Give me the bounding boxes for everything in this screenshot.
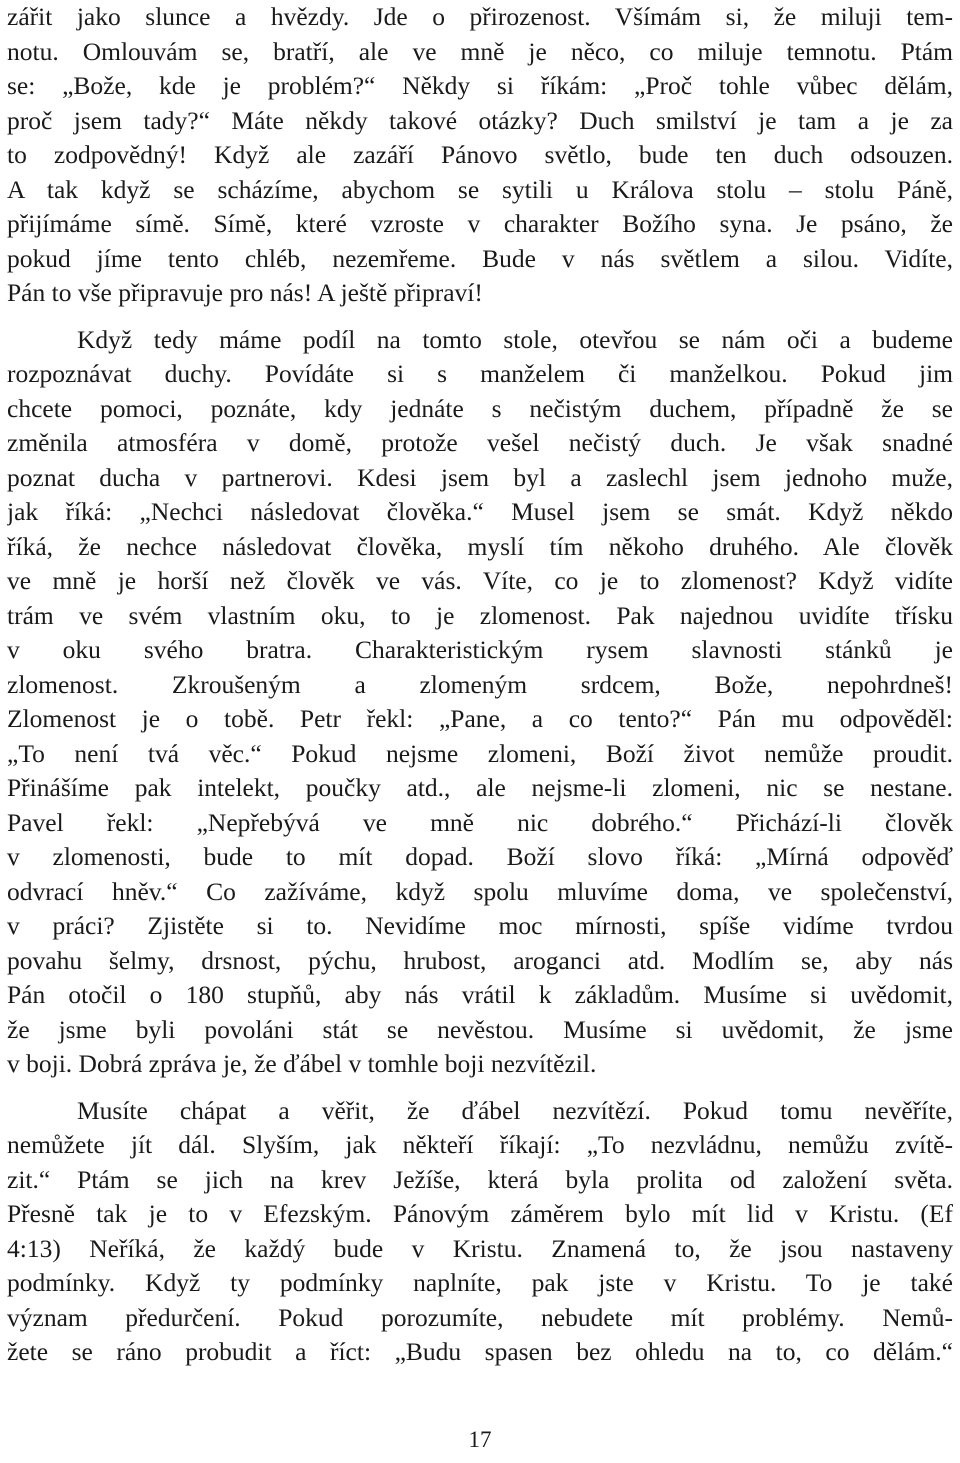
paragraph	[7, 323, 953, 1082]
text-line: se: „Bože, kde je problém?“ Někdy si říkám: „Proč tohle vůbec dělám,	[7, 71, 953, 100]
text-line: Pán to vše připravuje pro nás! A ještě připraví!	[7, 278, 483, 307]
text-line: říká, že nechce následovat člověka, myslí tím někoho druhého. Ale člověk	[7, 531, 953, 561]
text-line: podmínky. Když ty podmínky naplníte, pak jste v Kristu. To je také	[7, 1268, 953, 1297]
text-line: Přinášíme pak intelekt, poučky atd., ale nejsme-li zlomeni, nic se nestane.	[7, 773, 953, 802]
text-line: Pavel řekl: „Nepřebývá ve mně nic dobrého.“ Přichází-li člověk	[7, 807, 953, 837]
paragraph-gap	[7, 1082, 953, 1094]
text-line: povahu šelmy, drsnost, pýchu, hrubost, aroganci atd. Modlím se, aby nás	[7, 945, 953, 975]
text-line: trám ve svém vlastním oku, to je zlomenost. Pak najednou uvidíte třísku	[7, 600, 953, 630]
text-line: rozpoznávat duchy. Povídáte si s manželem či manželkou. Pokud jim	[7, 359, 953, 388]
text-line: poznat ducha v partnerovi. Kdesi jsem byl a zaslechl jsem jednoho muže,	[7, 462, 953, 492]
text-line: proč jsem tady?“ Máte někdy takové otázky? Duch smilství je tam a je za	[7, 105, 953, 135]
paragraph	[7, 0, 953, 311]
text-line: v boji. Dobrá zpráva je, že ďábel v tomhle boji nezvítězil.	[7, 1049, 597, 1078]
text-line: že jsme byli povoláni stát se nevěstou. Musíme si uvědomit, že jsme	[7, 1014, 953, 1044]
text-line: v práci? Zjistěte si to. Nevidíme moc mírnosti, spíše vidíme tvrdou	[7, 911, 953, 940]
text-line: změnila atmosféra v domě, protože vešel nečistý duch. Je však snadné	[7, 428, 953, 457]
text-line: Když tedy máme podíl na tomto stole, otevřou se nám oči a budeme	[77, 324, 953, 354]
text-line: zit.“ Ptám se jich na krev Ježíše, která byla prolita od založení světa.	[7, 1164, 953, 1194]
text-line: žete se ráno probudit a říct: „Budu spasen bez ohledu na to, co dělám.“	[7, 1337, 953, 1366]
text-line: ve mně je horší než člověk ve vás. Víte, co je to zlomenost? Když vidíte	[7, 566, 953, 595]
text-line: Pán otočil o 180 stupňů, aby nás vrátil k základům. Musíme si uvědomit,	[7, 980, 953, 1009]
text-line: chcete pomoci, poznáte, kdy jednáte s nečistým duchem, případně že se	[7, 393, 953, 423]
text-line: A tak když se scházíme, abychom se sytili u Králova stolu – stolu Páně,	[7, 174, 953, 204]
text-line: 4:13) Neříká, že každý bude v Kristu. Znamená to, že jsou nastaveny	[7, 1233, 953, 1263]
text-line: pokud jíme tento chléb, nezemřeme. Bude v nás světlem a silou. Vidíte,	[7, 243, 953, 273]
page-number: 17	[468, 1427, 492, 1452]
text-line: přijímáme símě. Símě, které vzroste v charakter Božího syna. Je psáno, že	[7, 209, 953, 238]
text-line: zářit jako slunce a hvězdy. Jde o přirozenost. Všímám si, že miluji tem-	[7, 2, 953, 31]
text-line: Přesně tak je to v Efezským. Pánovým záměrem bylo mít lid v Kristu. (Ef	[7, 1199, 953, 1228]
paragraph-gap	[7, 311, 953, 323]
text-line: význam předurčení. Pokud porozumíte, nebudete mít problémy. Nemů-	[7, 1302, 953, 1332]
text-line: zlomenost. Zkroušeným a zlomeným srdcem, Bože, nepohrdneš!	[7, 669, 953, 699]
text-line: jak říká: „Nechci následovat člověka.“ Musel jsem se smát. Když někdo	[7, 497, 953, 526]
paragraph	[7, 1094, 953, 1370]
text-line: v zlomenosti, bude to mít dopad. Boží slovo říká: „Mírná odpověď	[7, 842, 953, 871]
page-body	[7, 0, 953, 1370]
text-line: Musíte chápat a věřit, že ďábel nezvítězí. Pokud tomu nevěříte,	[77, 1095, 953, 1125]
text-line: v oku svého bratra. Charakteristickým rysem slavnosti stánků je	[7, 635, 953, 664]
text-line: nemůžete jít dál. Slyším, jak někteří říkají: „To nezvládnu, nemůžu zvítě-	[7, 1130, 953, 1159]
text-line: „To není tvá věc.“ Pokud nejsme zlomeni, Boží život nemůže proudit.	[7, 738, 953, 768]
text-line: to zodpovědný! Když ale zazáří Pánovo světlo, bude ten duch odsouzen.	[7, 140, 953, 169]
text-line: Zlomenost je o tobě. Petr řekl: „Pane, a co tento?“ Pán mu odpověděl:	[7, 704, 953, 733]
text-line: notu. Omlouvám se, bratří, ale ve mně je něco, co miluje temnotu. Ptám	[7, 36, 953, 66]
text-line: odvrací hněv.“ Co zažíváme, když spolu mluvíme doma, ve společenství,	[7, 876, 953, 906]
